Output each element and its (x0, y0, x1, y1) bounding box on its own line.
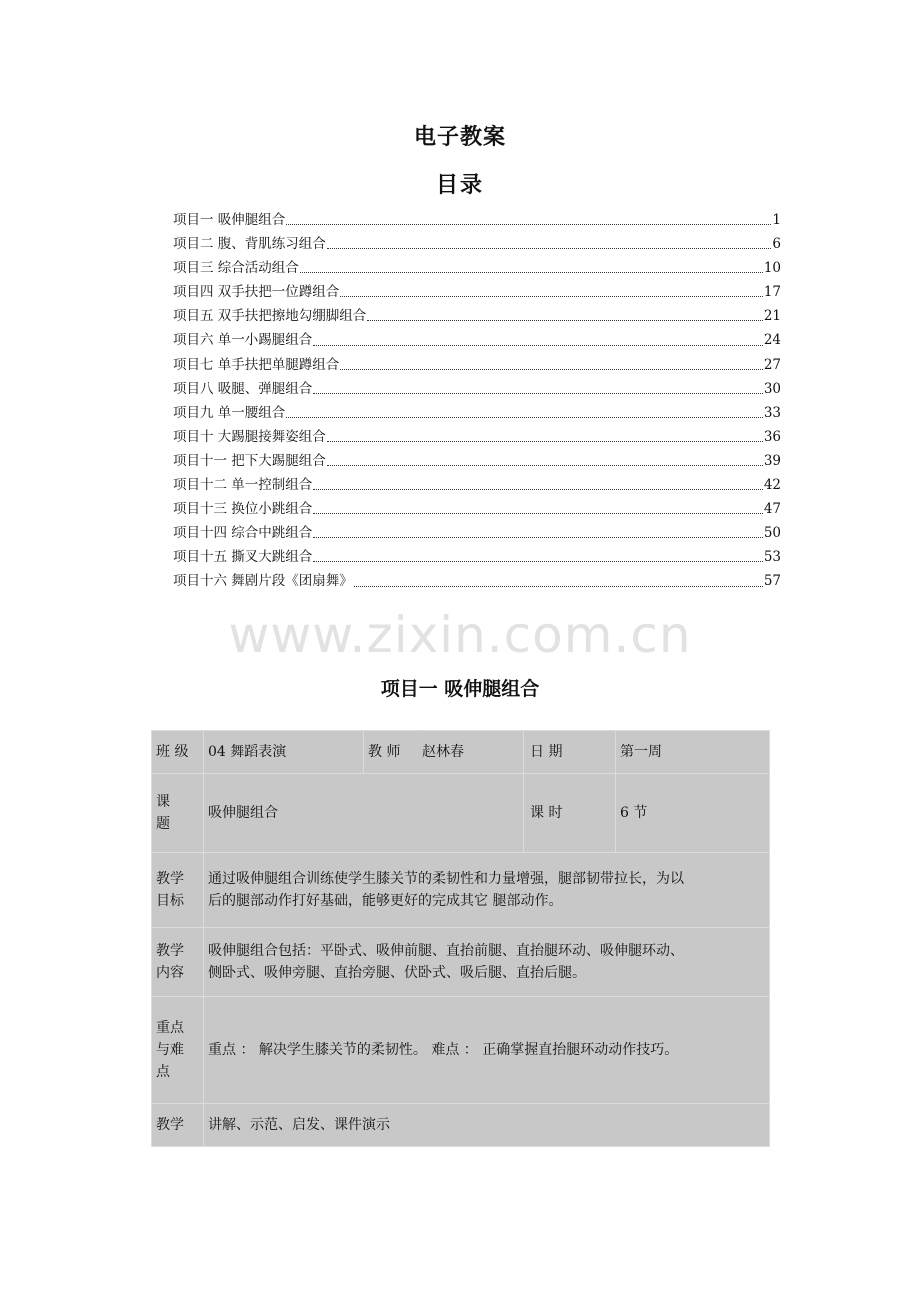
toc-entry-label: 项目十五 撕叉大跳组合 (173, 549, 313, 566)
toc-dot-leader (313, 392, 763, 394)
teacher-value: 赵林春 (418, 731, 524, 774)
toc-entry[interactable] (173, 256, 781, 280)
goal-label-line-1: 教学 (156, 871, 184, 887)
key-label-line-3: 点 (156, 1064, 170, 1080)
content-line-2: 侧卧式、吸伸旁腿、直抬旁腿、伏卧式、吸后腿、直抬后腿。 (208, 965, 586, 981)
date-value: 第一周 (616, 731, 770, 774)
toc-entry-page: 1 (772, 212, 781, 228)
toc-entry[interactable] (173, 521, 781, 545)
toc-entry-page: 53 (763, 549, 781, 566)
topic-label (152, 774, 204, 853)
toc-dot-leader (286, 416, 763, 418)
toc-entry-label: 项目十 大踢腿接舞姿组合 (173, 428, 326, 445)
table-row (152, 997, 770, 1104)
toc-entry-page: 27 (763, 356, 781, 373)
toc-entry-label: 项目三 综合活动组合 (173, 260, 299, 277)
toc-entry-page: 50 (763, 525, 781, 542)
toc-dot-leader (327, 247, 772, 249)
content-label-line-1: 教学 (156, 943, 184, 959)
class-value: 04 舞蹈表演 (204, 731, 364, 774)
toc-entry-page: 30 (763, 380, 781, 397)
key-label-line-2: 与难 (156, 1042, 184, 1058)
table-row (152, 731, 770, 774)
toc-entry[interactable] (173, 232, 781, 256)
key-points-value: 重点 ： 解决学生膝关节的柔韧性。 难点 ： 正确掌握直抬腿环动动作技巧。 (204, 997, 770, 1104)
toc-dot-leader (327, 440, 763, 442)
content-label (152, 928, 204, 997)
toc-entry-label: 项目六 单一小踢腿组合 (173, 332, 313, 349)
toc-dot-leader (300, 271, 763, 273)
toc-entry-label: 项目九 单一腰组合 (173, 404, 286, 421)
toc-entry-label: 项目四 双手扶把一位蹲组合 (173, 284, 340, 301)
class-label: 班 级 (152, 731, 204, 774)
toc-entry-label: 项目十三 换位小跳组合 (173, 501, 313, 518)
toc-dot-leader (313, 512, 763, 514)
toc-entry[interactable] (173, 353, 781, 377)
toc-entry-page: 21 (763, 308, 781, 325)
goal-value (204, 853, 770, 928)
toc-entry-page: 42 (763, 477, 781, 494)
toc-entry[interactable] (173, 425, 781, 449)
toc-entry-page: 57 (763, 573, 781, 590)
goal-label-line-2: 目标 (156, 893, 184, 909)
toc-entry[interactable] (173, 401, 781, 425)
toc-dot-leader (354, 585, 763, 587)
table-row (152, 774, 770, 853)
table-row (152, 928, 770, 997)
watermark: www.zixin.com.cn (228, 606, 692, 664)
toc-dot-leader (313, 488, 763, 490)
toc-entry[interactable] (173, 497, 781, 521)
table-row (152, 853, 770, 928)
toc-entry[interactable] (173, 449, 781, 473)
date-label: 日 期 (524, 731, 616, 774)
toc-entry[interactable] (173, 569, 781, 593)
content-label-line-2: 内容 (156, 965, 184, 981)
table-of-contents (173, 208, 781, 594)
hours-value: 6 节 (616, 774, 770, 853)
content-line-1: 吸伸腿组合包括：平卧式、吸伸前腿、直抬前腿、直抬腿环动、吸伸腿环动、 (208, 943, 684, 959)
key-points-label (152, 997, 204, 1104)
toc-entry-page: 36 (763, 428, 781, 445)
toc-entry-page: 10 (763, 260, 781, 277)
toc-entry[interactable] (173, 304, 781, 328)
toc-entry-page: 6 (772, 236, 781, 253)
topic-label-line-1: 课 (156, 794, 170, 810)
toc-dot-leader (313, 344, 763, 346)
toc-entry-label: 项目七 单手扶把单腿蹲组合 (173, 356, 340, 373)
toc-entry-label: 项目十四 综合中跳组合 (173, 525, 313, 542)
toc-dot-leader (367, 319, 763, 321)
toc-dot-leader (313, 560, 763, 562)
toc-entry[interactable] (173, 377, 781, 401)
toc-dot-leader (340, 368, 763, 370)
toc-entry-label: 项目五 双手扶把擦地勾绷脚组合 (173, 308, 367, 325)
toc-entry[interactable] (173, 208, 781, 232)
toc-entry[interactable] (173, 328, 781, 352)
toc-dot-leader (327, 464, 763, 466)
toc-dot-leader (340, 295, 763, 297)
toc-entry-label: 项目十一 把下大踢腿组合 (173, 452, 326, 469)
teacher-label: 教 师 (364, 731, 418, 774)
key-label-line-1: 重点 (156, 1020, 184, 1036)
topic-label-line-2: 题 (156, 816, 170, 832)
toc-entry-label: 项目八 吸腿、弹腿组合 (173, 380, 313, 397)
toc-heading: 目录 (435, 173, 484, 198)
section-title: 项目一 吸伸腿组合 (380, 678, 540, 700)
toc-entry-page: 17 (763, 284, 781, 301)
hours-label: 课 时 (524, 774, 616, 853)
content-value (204, 928, 770, 997)
toc-entry-page: 39 (763, 452, 781, 469)
method-value: 讲解、示范、启发、课件演示 (204, 1104, 770, 1147)
toc-entry[interactable] (173, 545, 781, 569)
toc-entry-page: 24 (763, 332, 781, 349)
table-row (152, 1104, 770, 1147)
lesson-plan-table (151, 730, 770, 1147)
toc-entry[interactable] (173, 473, 781, 497)
toc-entry-page: 47 (763, 501, 781, 518)
document-title: 电子教案 (413, 125, 506, 150)
toc-dot-leader (313, 536, 763, 538)
goal-label (152, 853, 204, 928)
toc-entry[interactable] (173, 280, 781, 304)
toc-entry-label: 项目二 腹、背肌练习组合 (173, 236, 326, 253)
toc-entry-label: 项目十六 舞剧片段《团扇舞》 (173, 573, 353, 590)
toc-entry-page: 33 (763, 404, 781, 421)
toc-entry-label: 项目十二 单一控制组合 (173, 477, 313, 494)
toc-entry-label: 项目一 吸伸腿组合 (173, 212, 286, 228)
goal-line-2: 后的腿部动作打好基础，能够更好的完成其它 腿部动作。 (208, 893, 563, 909)
method-label: 教学 (152, 1104, 204, 1147)
topic-value: 吸伸腿组合 (204, 774, 524, 853)
toc-dot-leader (286, 223, 771, 225)
goal-line-1: 通过吸伸腿组合训练使学生膝关节的柔韧性和力量增强，腿部韧带拉长，为以 (208, 871, 684, 887)
